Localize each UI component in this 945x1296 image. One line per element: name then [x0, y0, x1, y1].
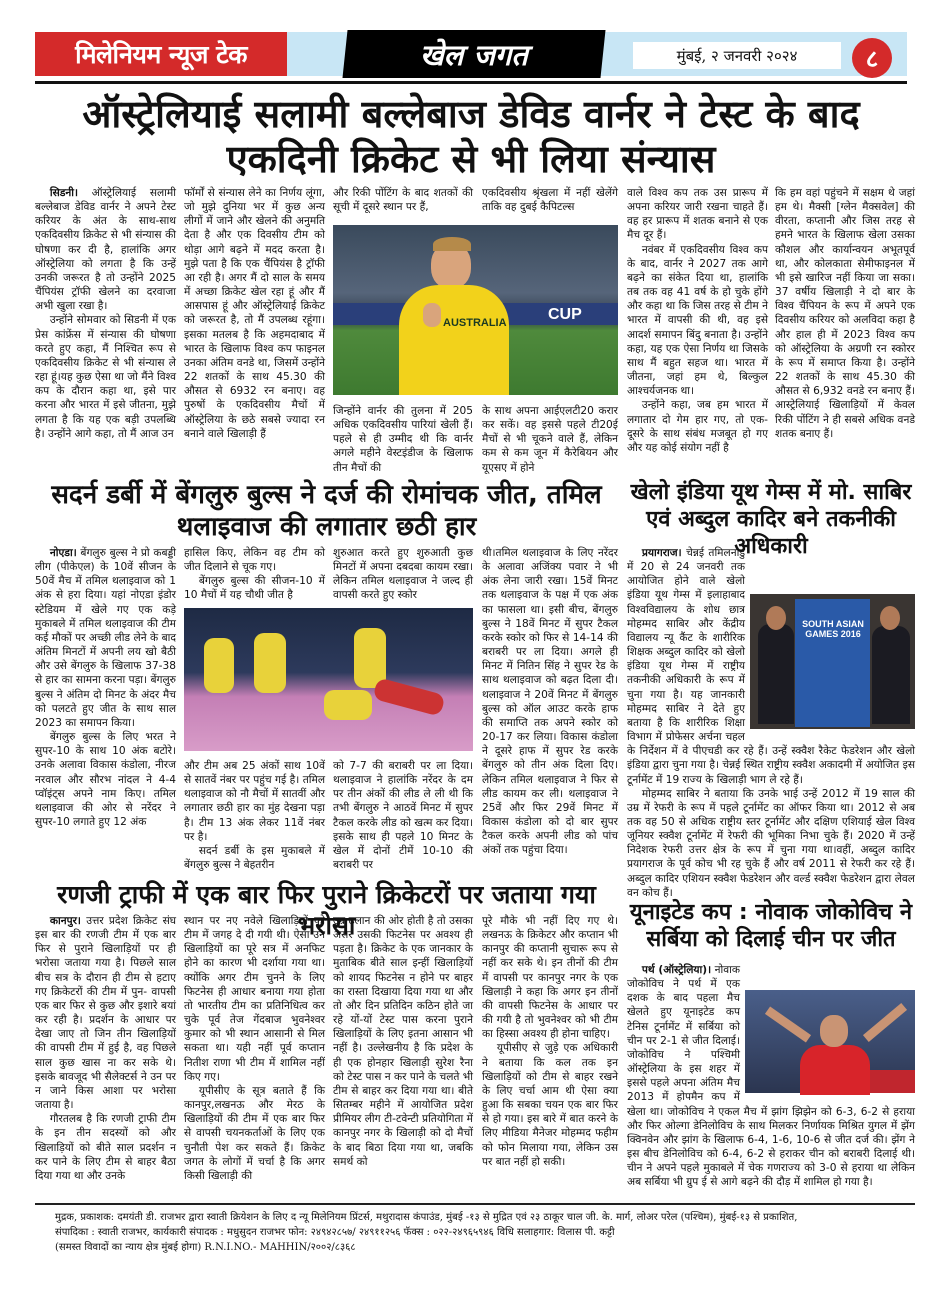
- warner-column-2: [184, 186, 325, 472]
- warner-column-3-bottom: [333, 404, 473, 472]
- world-cup-banner-text: CUP: [548, 306, 582, 323]
- paragraph: जिन्होंने वार्नर की तुलना में 205 अधिक एकदिवसीय पारियां खेली हैं। पहले से ही उम्मीद थी कि वार्नर अगले महीने वेस्टइंडीज के खिलाफ तीन मैचों की: [333, 405, 473, 474]
- kabaddi-column-3-top: [333, 546, 473, 606]
- page-number-badge: ८: [852, 38, 892, 78]
- paragraph: यूपीसीए से जुड़े एक अधिकारी ने बताया कि कल तक इन खिलाड़ियों को टीम से बाहर रखने के लिए चर्चा आम थी ऐसा क्या हुआ कि सबका चयन एक बार फिर से हो गया। इस बारे में बात करने के लिए मीडिया मैनेजर मोहम्मद फहीम को फोन मिलाया गया, लेकिन उस पर बात नहीं हो सकी।: [482, 1042, 618, 1168]
- paragraph: थी।तमिल थलाइवाज के लिए नरेंदर के अलावा अजिंक्य पवार ने भी अंक लेना जारी रखा। 15वें मिनट तक थलाइवाज के पक्ष में एक अंक का फासला था। इसी बीच, बेंगलुरु बुल्स ने 18वें मिनट में सुपर टैकल करके स्कोर को फिर से 14-14 की बराबरी पर ला दिया। अगले ही मिनट में नितिन सिंह ने सुपर रेड के साथ थलाइवाज को बढ़त दिला दी। थलाइवाज ने 20वें मिनट में बेंगलुरु बुल्स को ऑल आउट करके हाफ की समाप्ति तक अपने स्कोर को 20-17 कर लिया। विकास कंडोला ने दूसरे हाफ में सुपर रेड करके बेंगलुरु को तीन अंक दिला दिए। लेकिन तमिल थलाइवाज ने फिर से लीड कायम कर ली। थलाइवाज ने 25वें और फिर 29वें मिनट में विकास कंडोला को दो बार सुपर टैकल करके अपनी लीड को पांच अंकों तक पहुंचा दिया।: [482, 547, 618, 857]
- paragraph: को 7-7 की बराबरी पर ला दिया। थलाइवाज ने हालांकि नरेंदर के दम पर तीन अंकों की लीड ले ली थी कि तभी बेंगलुरु ने आठवें मिनट में सुपर टैकल करके लीड को खत्म कर दिया। इसके साथ ही पहले 10 मिनट के खेल में दोनों टीमें 10-10 की बराबरी पर: [333, 760, 473, 872]
- imprint-line: मुद्रक, प्रकाशक: दमयंती डी. राजभर द्वारा स्वाती क्रियेशन के लिए द न्यू मिलेनियम प्रिंटर्स, मथुरादास कंपाउंड, मुंबई -१३ से मुद्रित एवं २३ ठाकूर चाल जी. के. मार्ग, लोअर परेल (पश्चिम), मुंबई-१३ से प्रकाशित,: [55, 1212, 798, 1223]
- kabaddi-column-2-bottom: [184, 759, 325, 872]
- paragraph: मोहम्मद साबिर ने बताया कि उनके भाई उन्हें 2012 में 19 साल की उम्र में रेफरी के रूप में पहले टूर्नामेंट का ऑफर किया था। 2012 से अब तक वह 50 से अधिक राष्ट्रीय स्तर टूर्नामेंट और दक्षिण एशियाई खेल विश्व जूनियर स्क्वैश टूर्नामेंट में रेफरी की भूमिका निभा चुके हैं। 2020 में उन्हें निदेशक रेफरी उत्तर क्षेत्र के रूप में चुना गया था।वहीं, अब्दुल कादिर प्रयागराज के पूर्व कोच भी रह चुके हैं और वर्ष 2011 से रेफरी कर रहे हैं। अब्दुल कादिर एशियन स्क्वैश फेडरेशन और वर्ल्ड स्क्वैश फेडरेशन द्वारा लेवल वन कोच हैं।: [627, 787, 915, 899]
- dateline: सिडनी।: [49, 187, 79, 199]
- dateline: कानपुर।: [49, 915, 81, 927]
- warner-column-1: [35, 186, 176, 472]
- warner-column-5: [627, 186, 768, 472]
- warner-column-4-top: [482, 186, 618, 216]
- khelo-india-body: [627, 546, 915, 899]
- paragraph: उन्होंने सोमवार को सिडनी में एक प्रेस कांफ्रेंस में संन्यास की घोषणा करते हुए कहा, मैं निश्चित रूप से एकदिवसीय क्रिकेट से भी संन्यास ले रहा हूं।यह कुछ ऐसा था जो मैंने विश्व कप के दौरान कहा था, इसे पार करना और भारत में इसे जीतना, मुझे लगता है कि यह एक बड़ी उपलब्धि है। उन्होंने आगे कहा, तो मैं आज उन: [35, 314, 176, 440]
- paragraph: बेंगलुरु बुल्स के लिए भरत ने सुपर-10 के साथ 10 अंक बटोरे। उनके अलावा विकास कंडोला, नीरज नरवाल और सौरभ नांदल ने 4-4 प्वॉइंट्स अपने नाम किए। तमिल थलाइवाज की ओर से नरेंदर ने सुपर-10 लगाते हुए 12 अंक: [35, 731, 176, 828]
- paragraph: बेंगलुरु बुल्स की सीजन-10 में 10 मैचों में यह चौथी जीत है: [184, 575, 325, 602]
- south-asian-games-banner-text: SOUTH ASIAN GAMES 2016: [802, 619, 864, 639]
- paragraph: उत्तर प्रदेश क्रिकेट संघ इस बार की रणजी टीम में एक बार फिर से पुराने खिलाड़ियों पर ही भरोसा जताया गया है। पिछले साल बीच सत्र के दौरान ही टीम से हटाए गए क्रिकेटरों की टीम में पुन- वापसी एक बार फिर से कुछ और इशारे बयां कर रही है। प्रदर्शन के आधार पर देखा जाए तो जिन तीन खिलाड़ियों की वापसी टीम में हुई है, वह पिछले साल कुछ खास ना कर सके थे। इसके बावजूद भी सैलेक्टर्स ने उन पर न जाने किस आशा पर भरोसा जताया है।: [35, 915, 176, 1112]
- paragraph: स्थान पर नए नवेले खिलाड़ियों को टीम में जगह दे दी गयी थी। ऐसा उन खिलाड़ियों का पूरे सत्र में अनफिट होने का कारण भी दर्शाया गया था। क्योंकि अगर टीम चुनने के लिए फिटनेस ही आधार बनाया गया होता तो भारतीय टीम का प्रतिनिधित्व कर चुके पूर्व तेज गेंदबाज भुवनेश्वर कुमार को भी स्थान आसानी से मिल सकता था। यही नहीं पूर्व कप्तान नितीश राणा भी टीम में शामिल नहीं किए गए।: [184, 915, 325, 1083]
- ranji-column-3: [333, 914, 473, 1202]
- kabaddi-column-4: [482, 546, 618, 872]
- warner-column-4-bottom: [482, 404, 618, 472]
- kabaddi-headline: सदर्न डर्बी में बेंगलुरु बुल्स ने दर्ज की रोमांचक जीत, तमिल थलाइवाज की लगातार छठी हार: [51, 480, 602, 542]
- newspaper-brand-logo: मिलेनियम न्यूज टेक: [35, 32, 287, 76]
- warner-photo: [333, 225, 618, 395]
- ranji-column-4: [482, 914, 618, 1202]
- imprint-line: (समस्त विवादों का न्याय क्षेत्र मुंबई होगा) R.N.I.NO.- MAHHIN/२००२/८३६८: [55, 1242, 356, 1253]
- paragraph: चेन्नई तमिलनाडु में 20 से 24 जनवरी तक आयोजित होने वाले खेलो इंडिया यूथ गेम्स में इलाहाबाद विश्वविद्यालय के शोध छात्र मोहम्मद साबिर और केंद्रीय विद्यालय न्यू कैंट के शारीरिक शिक्षक अब्दुल कादिर को खेलो इंडिया यूथ गेम्स में राष्ट्रीय तकनीकी अधिकारी के रूप में चुना गया है। यह जानकारी मोहम्मद साबिर ने देते हुए बताया है कि शारीरिक शिक्षा विभाग में प्रोफेसर अर्चना चहल के निर्देशन में वे पीएचडी कर रहे हैं। उन्हें स्क्वैश रैकेट फेडरेशन और खेलो इंडिया द्वारा चुना गया है। चेन्नई स्थित राष्ट्रीय स्क्वैश अकादमी में अयोजित इस टूर्नामेंट में 19 राज्य के खिलाड़ी भाग ले रहे हैं।: [627, 547, 915, 786]
- kabaddi-column-1: [35, 546, 176, 872]
- paragraph: उम्र ढलान की ओर होती है तो उसका असर उसकी फिटनेस पर अवश्य ही पड़ता है। क्रिकेट के एक जानकार के मुताबिक बीते साल इन्हीं खिलाड़ियों को शायद फिटनेस न होने पर बाहर का रास्ता दिखाया दिया गया था और तो और दिन प्रतिदिन कठिन होते जा रहे यों-यों टेस्ट पास करना पुराने खिलाड़ियों के लिए इतना आसान भी नहीं है। उल्लेखनीय है कि प्रदेश के ही एक होनहार खिलाड़ी सुरेश रैना को टेस्ट पास न कर पाने के चलते भी टीम से बाहर कर दिया गया था। बीते सितम्बर महीने में आयोजित प्रदेश प्रीमियर लीग टी-टवेन्टी प्रतियोगिता में कानपुर नगर के खिलाड़ी को दो मैचों के बाद बिठा दिया गया था, जबकि समर्थ को: [333, 915, 473, 1168]
- ranji-column-1: [35, 914, 176, 1202]
- dateline: नोएडा।: [49, 547, 77, 559]
- united-cup-body: [627, 963, 915, 1195]
- paragraph: उन्होंने कहा, जब हम भारत में लगातार दो गेम हार गए, तो एक-दूसरे के साथ संबंध मजबूत हो गए और यह कोई संयोग नहीं है: [627, 399, 768, 454]
- khelo-india-photo: [750, 594, 915, 729]
- warner-column-3-top: [333, 186, 473, 216]
- paragraph: सदर्न डर्बी के इस मुकाबले में बेंगलुरु बुल्स ने बेहतरीन: [184, 844, 325, 872]
- paragraph: के साथ अपना आईएलटी20 करार कर सकें। वह इससे पहले टी20ई मैचों से भी चूकने वाले हैं, लेकिन कम से कम जून में कैरेबियन और यूएसए में होने: [482, 405, 618, 474]
- dateline: प्रयागराज।: [641, 547, 682, 559]
- kabaddi-column-2-top: [184, 546, 325, 606]
- paragraph: नवंबर में एकदिवसीय विश्व कप के बाद, वार्नर ने 2027 तक आगे बढ़ने का संकेत दिया था, हालांकि तब तक वह 41 वर्ष के हो चुके होंगे और कहा था कि जिस तरह से टीम ने भारत में वापसी की थी, वह इसे आदर्श समापन बिंदु बनाता है। उन्होंने कहा, यह एक ऐसा निर्णय था जिसके साथ मैं बहुत सहज था। भारत में जीतना, जहां हम थे, बिल्कुल आश्चर्यजनक था।: [627, 243, 768, 398]
- section-title-text: खेल जगत: [420, 37, 528, 72]
- paragraph: बेंगलुरु बुल्स ने प्रो कबड्डी लीग (पीकेएल) के 10वें सीजन के 50वें मैच में तमिल थलाइवाज को 1 अंक से हरा दिया। यहां नोएडा इंडोर स्टेडियम में खेले गए एक कड़े मुकाबले में तमिल थलाइवाज की टीम कई मौकों पर अच्छी लीड लेने के बाद अंतिम मिनटों में अपनी लय खो बैठी और उसे बेंगलुरु के खिलाफ 37-38 से हार का सामना करना पड़ा। बेंगलुरु बुल्स ने अंतिम दो मिनट के अंदर मैच को पलटते हुए जीत के साथ साल 2023 का समापन किया।: [35, 547, 176, 729]
- paragraph: फॉर्मों से संन्यास लेने का निर्णय लूंगा, जो मुझे दुनिया भर में कुछ अन्य लीगों में जाने और खेलने की अनुमति देता है और एक दिवसीय टीम को थोड़ा आगे बढ़ने में मदद करता है। मुझे पता है कि एक चैंपियंस है ट्रॉफी आ रही है। अगर मैं दो साल के समय में अच्छा क्रिकेट खेल रहा हूं और मैं आसपास हूं और ऑस्ट्रेलियाई क्रिकेट को जरूरत है, तो मैं उपलब्ध रहूंगा। इसका मतलब है कि अहमदाबाद में भारत के खिलाफ विश्व कप फाइनल उनका अंतिम वनडे था, जिसमें उन्होंने 22 शतकों के साथ 45.30 की औसत से 6932 रन बनाए। वह पुरुषों के एकदिवसीय मैचों में ऑस्ट्रेलिया के छठे सबसे ज्यादा रन बनाने वाले खिलाड़ी हैं: [184, 187, 325, 440]
- imprint-line: संपादिका : स्वाती राजभर, कार्यकारी संपादक : मधुसुदन राजभर फोन: २४९४२८५७/ २४९११२५६ फॅक्स : ०२२-२४९६५९४६ विधि सलाहगार: विलास पी. कट्टी: [55, 1227, 615, 1238]
- paragraph: हासिल किए, लेकिन वह टीम को जीत दिलाने से चूक गए।: [184, 547, 325, 574]
- paragraph: यूपीसीए के सूत्र बताते हैं कि कानपुर,लखनऊ और मेरठ के खिलाड़ियों की टीम में एक बार फिर से वापसी चयनकर्ताओं के लिए एक चुनौती पेश कर सकते हैं। क्रिकेट जगत के लोगों में चर्चा है कि अगर किसी खिलाड़ी की: [184, 1084, 325, 1182]
- ranji-headline: रणजी ट्राफी में एक बार फिर पुराने क्रिकेटरों पर जताया गया भरोसा: [57, 880, 596, 940]
- dateline: पर्थ (ऑस्ट्रेलिया)।: [641, 964, 712, 976]
- united-cup-headline: यूनाइटेड कप : नोवाक जोकोविच ने सर्बिया को दिलाई चीन पर जीत: [629, 900, 913, 952]
- imprint-footer: [55, 1210, 915, 1255]
- jersey-text: AUSTRALIA: [443, 317, 507, 329]
- warner-column-6: [775, 186, 915, 472]
- paragraph: और टीम अब 25 अंकों साथ 10वें से सातवें नंबर पर पहुंच गई है। तमिल थलाइवाज को नौ मैचों में सातवीं और लगातार छठी हार का मुंह देखना पड़ा है। टीम 13 अंक लेकर 11वें नंबर पर है।: [184, 760, 325, 843]
- footer-divider: [35, 1203, 915, 1205]
- kabaddi-photo: [184, 608, 473, 751]
- paragraph: नोवाक जोकोविच ने पर्थ में एक दशक के बाद पहला मैच खेलते हुए यूनाइटेड कप टेनिस टूर्नामेंट में सर्बिया को चीन पर 2-1 से जीत दिलाई। जोकोविच ने पश्चिमी ऑस्ट्रेलिया के इस शहर में इससे पहले अपना अंतिम मैच 2013 में होपमैन कप में खेला था। जोकोविच ने एकल मैच में झांग झिझेन को 6-3, 6-2 से हराया और फिर ओल्गा डेनिलोविच के साथ मिलकर निर्णायक मिश्रित युगल में झेंग क्विनवेन और झांग के खिलाफ 6-4, 1-6, 10-6 से जीत दर्ज की। झेंग ने इस बीच डेनिलोविच को 6-4, 6-2 से हराकर चीन को बराबरी दिलाई थी। चीन ने अपने पहले मुकाबले में चेक गणराज्य को 3-0 से हराया था लेकिन अब सर्बिया भी ग्रुप ई से आगे बढ़ने की दौड़ में शामिल हो गया है।: [627, 964, 915, 1189]
- paragraph: और रिकी पोंटिंग के बाद शतकों की सूची में दूसरे स्थान पर हैं,: [333, 187, 473, 214]
- edition-date: मुंबई, २ जनवरी २०२४: [633, 42, 841, 69]
- section-title: [342, 30, 605, 78]
- paragraph: शुरुआत करते हुए शुरुआती कुछ मिनटों में अपना दबदबा कायम रखा। लेकिन तमिल थलाइवाज ने जल्द ही वापसी करते हुए स्कोर: [333, 547, 473, 602]
- paragraph: वाले विश्व कप तक उस प्रारूप में अपना करियर जारी रखना चाहते हैं। वह हर प्रारूप में शतक बनाने से एक मैच दूर हैं।: [627, 187, 768, 242]
- masthead-divider: [35, 81, 907, 84]
- warner-headline: ऑस्ट्रेलियाई सलामी बल्लेबाज डेविड वार्नर ने टेस्ट के बाद एकदिनी क्रिकेट से भी लिया संन्यास: [82, 92, 860, 181]
- ranji-column-2: [184, 914, 325, 1202]
- paragraph: एकदिवसीय श्रृंखला में नहीं खेलेंगे ताकि वह दुबई कैपिटल्स: [482, 187, 618, 214]
- khelo-india-headline: खेलो इंडिया यूथ गेम्स में मो. साबिर एवं अब्दुल कादिर बने तकनीकी अधिकारी: [630, 480, 912, 559]
- paragraph: गौरतलब है कि रणजी ट्राफी टीम के इन तीन सदस्यों को और खिलाड़ियों को बीते साल प्रदर्शन न कर पाने के लिए टीम से बाहर बैठा दिया गया था और उनके: [35, 1113, 176, 1182]
- paragraph: पूरे मौके भी नहीं दिए गए थे। लखनऊ के क्रिकेटर और कप्तान भी कानपुर की कप्तानी सुचारू रूप से नहीं कर सके थे। इन तीनों की टीम में वापसी पर कानपुर नगर के एक खिलाड़ी ने कहा कि अगर इन तीनों की वापसी फिटनेस के आधार पर की गयी है तो भुवनेश्वर को भी टीम का हिस्सा अवश्य ही होना चाहिए।: [482, 915, 618, 1041]
- kabaddi-column-3-bottom: [333, 759, 473, 872]
- paragraph: ऑस्ट्रेलियाई सलामी बल्लेबाज डेविड वार्नर ने अपने टेस्ट करियर के अंत के साथ-साथ एकदिवसीय क्रिकेट से भी संन्यास की घोषणा कर दी है, हालांकि अगर ऑस्ट्रेलिया को लगता है कि उन्हें उनकी जरूरत है तो उन्होंने 2025 चैंपियंस ट्रॉफी खेलने का दरवाजा अभी खुला रखा है।: [35, 187, 176, 313]
- djokovic-photo: [745, 990, 915, 1093]
- paragraph: कि हम वहां पहुंचने में सक्षम थे जहां हम थे। मैक्सी [ग्लेन मैक्सवेल] की वीरता, कप्तानी और जिस तरह से हमने भारत के खिलाफ खेला उसका कौशल और कार्यान्वयन अभूतपूर्व था, और कोलकाता सेमीफाइनल में भी इसे खारिज नहीं किया जा सका।37 वर्षीय खिलाड़ी ने दो बार के विश्व चैंपियन के रूप में अपने एक दिवसीय करियर को अलविदा कहा है और हाल ही में 2023 विश्व कप को ऑस्ट्रेलिया के अग्रणी रन स्कोरर के रूप में समाप्त किया है। उन्होंने 22 शतकों के साथ 45.30 की औसत से 6,932 वनडे रन बनाए हैं। आस्ट्रेलियाई खिलाड़ियों में केवल रिकी पोंटिंग ने ही सबसे अधिक वनडे शतक बनाए हैं।: [775, 187, 915, 440]
